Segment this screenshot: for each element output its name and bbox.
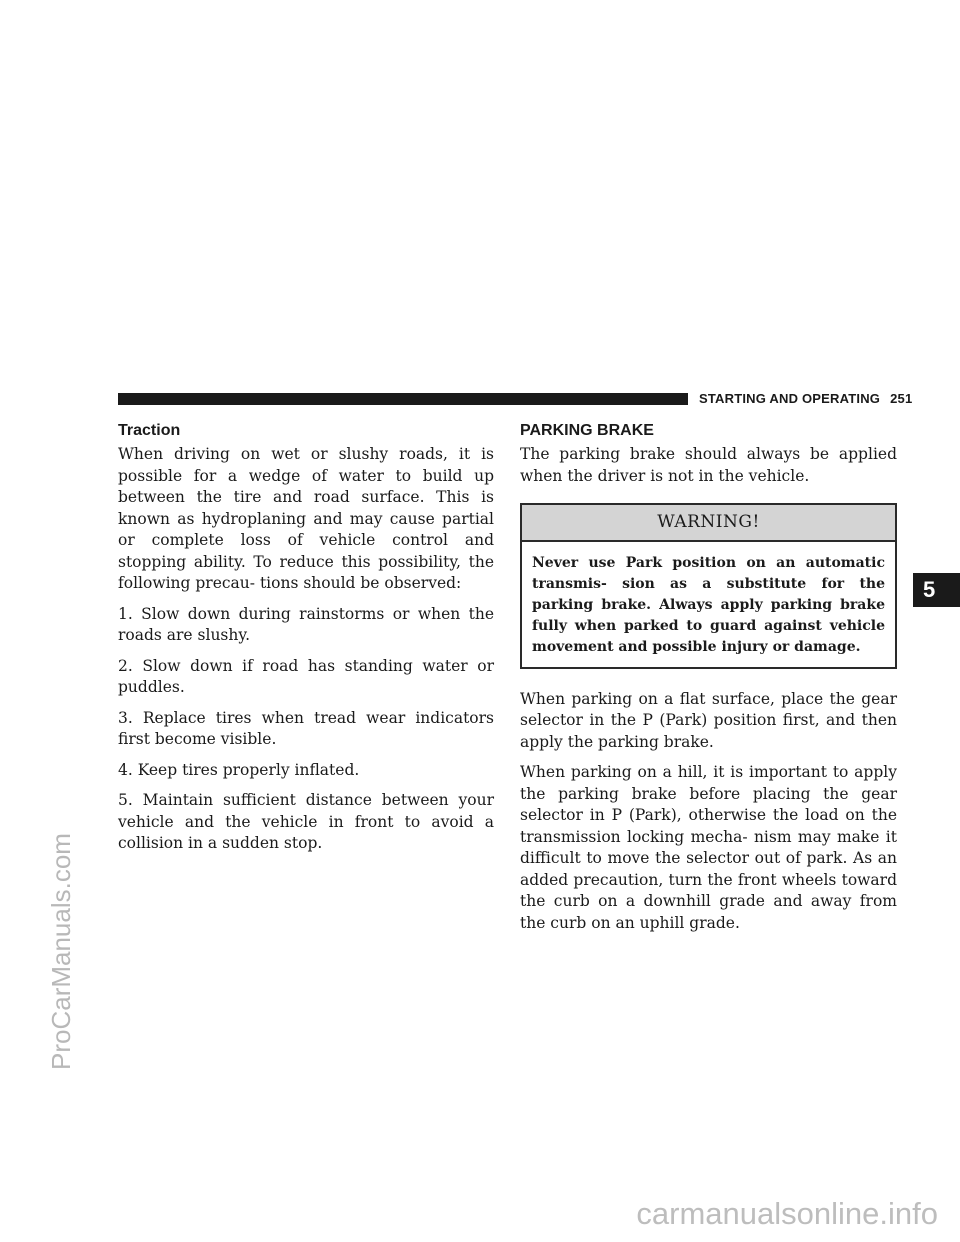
list-item: 5. Maintain sufficient distance between your vehicle and the vehicle in front to avoid a collision in a sudden stop. [118,791,494,852]
list-item: 4. Keep tires properly inflated. [118,760,360,779]
paragraph: When parking on a flat surface, place the gear selector in the P (Park) position first, and then apply the parking brake. [520,689,897,751]
side-watermark: ProCarManuals.com [46,833,76,1070]
warning-body: Never use Park position on an automatic transmis- sion as a substitute for the parking brake. Always apply parking brake fully when parked to guard against vehicle movement and possible injury or damage. [532,554,885,655]
right-column [520,421,897,943]
chapter-tab: 5 [913,573,960,607]
traction-heading: Traction [118,422,181,439]
bottom-watermark: carmanualsonline.info [636,1196,938,1231]
paragraph: When parking on a hill, it is important to apply the parking brake before placing the gear selector in P (Park), otherwise the load on the transmission locking mecha- nism may make it difficult to move the selector out of park. As an added precaution, turn the front wheels toward the curb on a downhill grade and away from the curb on an uphill grade. [520,763,897,932]
list-item: 3. Replace tires when tread wear indicators first become visible. [118,708,494,748]
parking-brake-intro: The parking brake should always be applied when the driver is not in the vehicle. [520,445,897,485]
list-item: 2. Slow down if road has standing water or puddles. [118,656,494,696]
section-title: STARTING AND OPERATING [699,391,881,406]
traction-intro: When driving on wet or slushy roads, it is possible for a wedge of water to build up between the tire and road surface. This is known as hydroplaning and may cause partial or complete loss of vehicle control and stopping ability. To reduce this possibility, the following precau- tions should be observed: [118,445,494,592]
running-header [699,391,912,406]
warning-title: WARNING! [522,505,895,542]
header-rule [118,393,688,405]
parking-brake-heading: PARKING BRAKE [520,422,654,439]
warning-box [520,503,897,669]
left-column [118,421,494,864]
page-number: 251 [890,391,913,406]
list-item: 1. Slow down during rainstorms or when the roads are slushy. [118,604,494,644]
